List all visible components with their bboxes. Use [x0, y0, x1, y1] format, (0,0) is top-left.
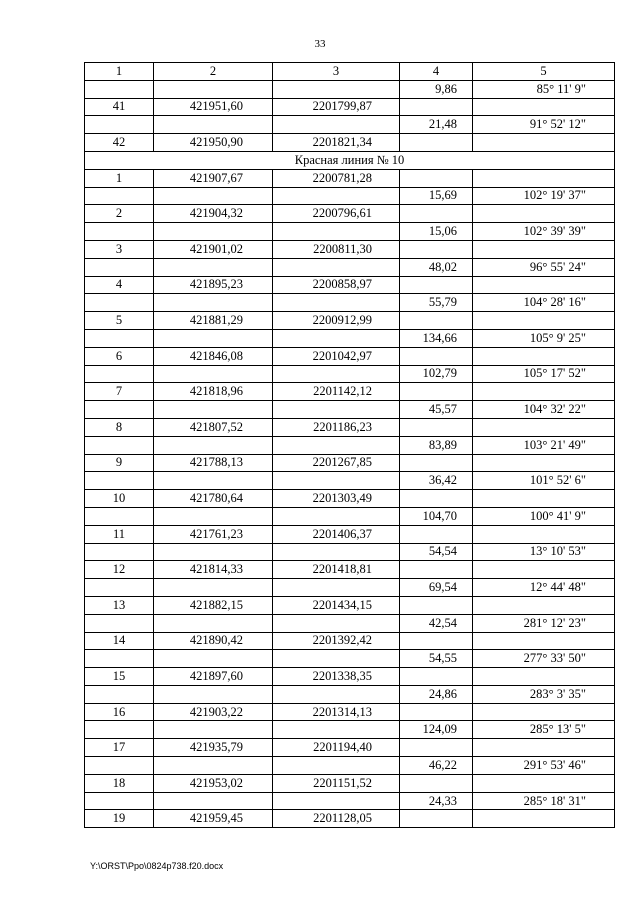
direction-angle-cell: 281° 12' 23" — [473, 614, 615, 632]
x-coordinate-cell — [154, 685, 273, 703]
y-coordinate-cell — [273, 757, 400, 775]
y-coordinate-cell: 2201151,52 — [273, 774, 400, 792]
file-path-footer: Y:\ORST\Ppo\0824p738.f20.docx — [90, 861, 224, 871]
x-coordinate-cell — [154, 187, 273, 205]
y-coordinate-cell: 2201042,97 — [273, 347, 400, 365]
y-coordinate-cell — [273, 472, 400, 490]
table-row — [85, 169, 615, 187]
x-coordinate-cell — [154, 757, 273, 775]
page-number: 33 — [314, 38, 326, 50]
y-coordinate-cell: 2201194,40 — [273, 739, 400, 757]
table-row — [85, 472, 615, 490]
table-row — [85, 614, 615, 632]
direction-angle-cell: 285° 18' 31" — [473, 792, 615, 810]
point-number-cell: 6 — [85, 347, 154, 365]
point-number-cell — [85, 401, 154, 419]
distance-cell — [400, 810, 473, 828]
x-coordinate-cell — [154, 329, 273, 347]
distance-cell: 102,79 — [400, 365, 473, 383]
table-row — [85, 258, 615, 276]
table-row — [85, 401, 615, 419]
y-coordinate-cell — [273, 650, 400, 668]
section-title: Красная линия № 10 — [85, 151, 615, 169]
direction-angle-cell — [473, 240, 615, 258]
column-header-1: 1 — [85, 63, 154, 81]
direction-angle-cell — [473, 383, 615, 401]
x-coordinate-cell: 421897,60 — [154, 668, 273, 686]
table-row — [85, 365, 615, 383]
distance-cell: 55,79 — [400, 294, 473, 312]
y-coordinate-cell: 2201142,12 — [273, 383, 400, 401]
y-coordinate-cell: 2200811,30 — [273, 240, 400, 258]
x-coordinate-cell: 421761,23 — [154, 525, 273, 543]
distance-cell: 54,55 — [400, 650, 473, 668]
direction-angle-cell — [473, 703, 615, 721]
x-coordinate-cell — [154, 294, 273, 312]
point-number-cell: 12 — [85, 561, 154, 579]
x-coordinate-cell — [154, 543, 273, 561]
x-coordinate-cell: 421780,64 — [154, 490, 273, 508]
x-coordinate-cell — [154, 116, 273, 134]
point-number-cell — [85, 792, 154, 810]
direction-angle-cell — [473, 668, 615, 686]
direction-angle-cell: 100° 41' 9" — [473, 507, 615, 525]
y-coordinate-cell — [273, 187, 400, 205]
distance-cell — [400, 134, 473, 152]
direction-angle-cell — [473, 418, 615, 436]
point-number-cell — [85, 329, 154, 347]
direction-angle-cell: 13° 10' 53" — [473, 543, 615, 561]
y-coordinate-cell — [273, 80, 400, 98]
direction-angle-cell: 104° 32' 22" — [473, 401, 615, 419]
x-coordinate-cell — [154, 80, 273, 98]
x-coordinate-cell — [154, 365, 273, 383]
x-coordinate-cell — [154, 258, 273, 276]
point-number-cell — [85, 294, 154, 312]
table-row — [85, 454, 615, 472]
distance-cell: 45,57 — [400, 401, 473, 419]
table-row — [85, 223, 615, 241]
x-coordinate-cell: 421901,02 — [154, 240, 273, 258]
column-header-4: 4 — [400, 63, 473, 81]
point-number-cell — [85, 472, 154, 490]
x-coordinate-cell: 421890,42 — [154, 632, 273, 650]
direction-angle-cell: 283° 3' 35" — [473, 685, 615, 703]
distance-cell — [400, 490, 473, 508]
y-coordinate-cell — [273, 365, 400, 383]
table-row — [85, 276, 615, 294]
direction-angle-cell: 85° 11' 9" — [473, 80, 615, 98]
point-number-cell — [85, 757, 154, 775]
table-body — [85, 63, 615, 828]
distance-cell — [400, 739, 473, 757]
table-row — [85, 757, 615, 775]
distance-cell — [400, 668, 473, 686]
distance-cell: 9,86 — [400, 80, 473, 98]
table-row — [85, 490, 615, 508]
distance-cell — [400, 205, 473, 223]
point-number-cell — [85, 650, 154, 668]
direction-angle-cell: 102° 39' 39" — [473, 223, 615, 241]
distance-cell: 24,86 — [400, 685, 473, 703]
direction-angle-cell — [473, 739, 615, 757]
table-row — [85, 187, 615, 205]
direction-angle-cell — [473, 205, 615, 223]
x-coordinate-cell — [154, 223, 273, 241]
point-number-cell: 2 — [85, 205, 154, 223]
point-number-cell: 11 — [85, 525, 154, 543]
x-coordinate-cell — [154, 614, 273, 632]
point-number-cell — [85, 223, 154, 241]
direction-angle-cell: 105° 17' 52" — [473, 365, 615, 383]
y-coordinate-cell: 2201418,81 — [273, 561, 400, 579]
table-row — [85, 294, 615, 312]
distance-cell: 124,09 — [400, 721, 473, 739]
y-coordinate-cell: 2200796,61 — [273, 205, 400, 223]
x-coordinate-cell: 421953,02 — [154, 774, 273, 792]
y-coordinate-cell: 2201267,85 — [273, 454, 400, 472]
y-coordinate-cell — [273, 401, 400, 419]
point-number-cell: 3 — [85, 240, 154, 258]
x-coordinate-cell: 421951,60 — [154, 98, 273, 116]
table-row — [85, 721, 615, 739]
distance-cell — [400, 347, 473, 365]
distance-cell — [400, 312, 473, 330]
table-row — [85, 205, 615, 223]
x-coordinate-cell: 421846,08 — [154, 347, 273, 365]
table-header-row — [85, 63, 615, 81]
point-number-cell: 8 — [85, 418, 154, 436]
y-coordinate-cell — [273, 579, 400, 597]
direction-angle-cell — [473, 312, 615, 330]
table-row — [85, 418, 615, 436]
x-coordinate-cell — [154, 579, 273, 597]
point-number-cell: 17 — [85, 739, 154, 757]
point-number-cell — [85, 80, 154, 98]
direction-angle-cell — [473, 561, 615, 579]
x-coordinate-cell: 421882,15 — [154, 596, 273, 614]
x-coordinate-cell — [154, 792, 273, 810]
table-row — [85, 329, 615, 347]
distance-cell: 104,70 — [400, 507, 473, 525]
table-row — [85, 739, 615, 757]
direction-angle-cell: 12° 44' 48" — [473, 579, 615, 597]
distance-cell — [400, 276, 473, 294]
x-coordinate-cell: 421904,32 — [154, 205, 273, 223]
direction-angle-cell — [473, 774, 615, 792]
table-row — [85, 810, 615, 828]
direction-angle-cell: 91° 52' 12" — [473, 116, 615, 134]
point-number-cell: 19 — [85, 810, 154, 828]
direction-angle-cell — [473, 632, 615, 650]
direction-angle-cell — [473, 525, 615, 543]
point-number-cell — [85, 365, 154, 383]
point-number-cell — [85, 543, 154, 561]
x-coordinate-cell — [154, 507, 273, 525]
table-row — [85, 240, 615, 258]
column-header-2: 2 — [154, 63, 273, 81]
point-number-cell — [85, 721, 154, 739]
table-row — [85, 543, 615, 561]
x-coordinate-cell: 421895,23 — [154, 276, 273, 294]
point-number-cell: 1 — [85, 169, 154, 187]
coordinates-table — [84, 62, 615, 828]
y-coordinate-cell: 2201434,15 — [273, 596, 400, 614]
direction-angle-cell — [473, 347, 615, 365]
table-row — [85, 561, 615, 579]
point-number-cell: 10 — [85, 490, 154, 508]
x-coordinate-cell — [154, 436, 273, 454]
x-coordinate-cell: 421959,45 — [154, 810, 273, 828]
column-header-5: 5 — [473, 63, 615, 81]
point-number-cell: 18 — [85, 774, 154, 792]
distance-cell: 46,22 — [400, 757, 473, 775]
direction-angle-cell — [473, 276, 615, 294]
y-coordinate-cell — [273, 614, 400, 632]
direction-angle-cell — [473, 490, 615, 508]
direction-angle-cell: 104° 28' 16" — [473, 294, 615, 312]
y-coordinate-cell — [273, 792, 400, 810]
distance-cell: 69,54 — [400, 579, 473, 597]
distance-cell — [400, 703, 473, 721]
table-row — [85, 116, 615, 134]
direction-angle-cell: 101° 52' 6" — [473, 472, 615, 490]
table-row — [85, 383, 615, 401]
table-row — [85, 703, 615, 721]
x-coordinate-cell: 421903,22 — [154, 703, 273, 721]
table-row — [85, 685, 615, 703]
table-row — [85, 347, 615, 365]
x-coordinate-cell — [154, 650, 273, 668]
y-coordinate-cell: 2200858,97 — [273, 276, 400, 294]
direction-angle-cell: 96° 55' 24" — [473, 258, 615, 276]
y-coordinate-cell — [273, 116, 400, 134]
point-number-cell — [85, 579, 154, 597]
y-coordinate-cell: 2201821,34 — [273, 134, 400, 152]
point-number-cell — [85, 436, 154, 454]
direction-angle-cell — [473, 98, 615, 116]
x-coordinate-cell: 421814,33 — [154, 561, 273, 579]
direction-angle-cell: 105° 9' 25" — [473, 329, 615, 347]
point-number-cell: 5 — [85, 312, 154, 330]
y-coordinate-cell: 2201186,23 — [273, 418, 400, 436]
distance-cell — [400, 418, 473, 436]
section-row — [85, 151, 615, 169]
x-coordinate-cell: 421907,67 — [154, 169, 273, 187]
distance-cell: 36,42 — [400, 472, 473, 490]
y-coordinate-cell — [273, 721, 400, 739]
point-number-cell — [85, 685, 154, 703]
distance-cell: 54,54 — [400, 543, 473, 561]
x-coordinate-cell — [154, 472, 273, 490]
x-coordinate-cell: 421818,96 — [154, 383, 273, 401]
table-row — [85, 312, 615, 330]
distance-cell — [400, 383, 473, 401]
point-number-cell: 42 — [85, 134, 154, 152]
y-coordinate-cell: 2201314,13 — [273, 703, 400, 721]
table-row — [85, 579, 615, 597]
distance-cell — [400, 454, 473, 472]
table-row — [85, 98, 615, 116]
table-row — [85, 774, 615, 792]
x-coordinate-cell: 421935,79 — [154, 739, 273, 757]
point-number-cell: 14 — [85, 632, 154, 650]
distance-cell: 48,02 — [400, 258, 473, 276]
distance-cell: 21,48 — [400, 116, 473, 134]
distance-cell — [400, 561, 473, 579]
y-coordinate-cell — [273, 329, 400, 347]
direction-angle-cell — [473, 169, 615, 187]
point-number-cell: 13 — [85, 596, 154, 614]
distance-cell — [400, 240, 473, 258]
table-row — [85, 792, 615, 810]
direction-angle-cell: 102° 19' 37" — [473, 187, 615, 205]
distance-cell — [400, 525, 473, 543]
x-coordinate-cell — [154, 721, 273, 739]
table-row — [85, 80, 615, 98]
y-coordinate-cell: 2201338,35 — [273, 668, 400, 686]
table-row — [85, 596, 615, 614]
y-coordinate-cell — [273, 507, 400, 525]
point-number-cell — [85, 258, 154, 276]
direction-angle-cell: 291° 53' 46" — [473, 757, 615, 775]
distance-cell — [400, 596, 473, 614]
table-row — [85, 650, 615, 668]
point-number-cell: 7 — [85, 383, 154, 401]
column-header-3: 3 — [273, 63, 400, 81]
table-row — [85, 436, 615, 454]
distance-cell — [400, 169, 473, 187]
point-number-cell: 15 — [85, 668, 154, 686]
y-coordinate-cell: 2201392,42 — [273, 632, 400, 650]
distance-cell: 15,69 — [400, 187, 473, 205]
x-coordinate-cell: 421950,90 — [154, 134, 273, 152]
table-row — [85, 632, 615, 650]
direction-angle-cell: 103° 21' 49" — [473, 436, 615, 454]
distance-cell: 83,89 — [400, 436, 473, 454]
point-number-cell: 9 — [85, 454, 154, 472]
y-coordinate-cell — [273, 258, 400, 276]
direction-angle-cell — [473, 134, 615, 152]
point-number-cell — [85, 614, 154, 632]
direction-angle-cell: 285° 13' 5" — [473, 721, 615, 739]
y-coordinate-cell: 2200781,28 — [273, 169, 400, 187]
y-coordinate-cell — [273, 436, 400, 454]
direction-angle-cell: 277° 33' 50" — [473, 650, 615, 668]
y-coordinate-cell: 2201128,05 — [273, 810, 400, 828]
distance-cell: 134,66 — [400, 329, 473, 347]
point-number-cell — [85, 116, 154, 134]
y-coordinate-cell: 2201406,37 — [273, 525, 400, 543]
point-number-cell — [85, 187, 154, 205]
y-coordinate-cell — [273, 223, 400, 241]
point-number-cell — [85, 507, 154, 525]
table-row — [85, 668, 615, 686]
x-coordinate-cell: 421881,29 — [154, 312, 273, 330]
y-coordinate-cell: 2201303,49 — [273, 490, 400, 508]
distance-cell — [400, 632, 473, 650]
point-number-cell: 41 — [85, 98, 154, 116]
y-coordinate-cell: 2201799,87 — [273, 98, 400, 116]
direction-angle-cell — [473, 596, 615, 614]
point-number-cell: 16 — [85, 703, 154, 721]
table-row — [85, 507, 615, 525]
direction-angle-cell — [473, 454, 615, 472]
y-coordinate-cell — [273, 543, 400, 561]
x-coordinate-cell — [154, 401, 273, 419]
x-coordinate-cell: 421807,52 — [154, 418, 273, 436]
table-row — [85, 525, 615, 543]
distance-cell: 15,06 — [400, 223, 473, 241]
y-coordinate-cell: 2200912,99 — [273, 312, 400, 330]
distance-cell: 24,33 — [400, 792, 473, 810]
distance-cell — [400, 774, 473, 792]
direction-angle-cell — [473, 810, 615, 828]
table-row — [85, 134, 615, 152]
distance-cell — [400, 98, 473, 116]
x-coordinate-cell: 421788,13 — [154, 454, 273, 472]
y-coordinate-cell — [273, 685, 400, 703]
point-number-cell: 4 — [85, 276, 154, 294]
distance-cell: 42,54 — [400, 614, 473, 632]
y-coordinate-cell — [273, 294, 400, 312]
